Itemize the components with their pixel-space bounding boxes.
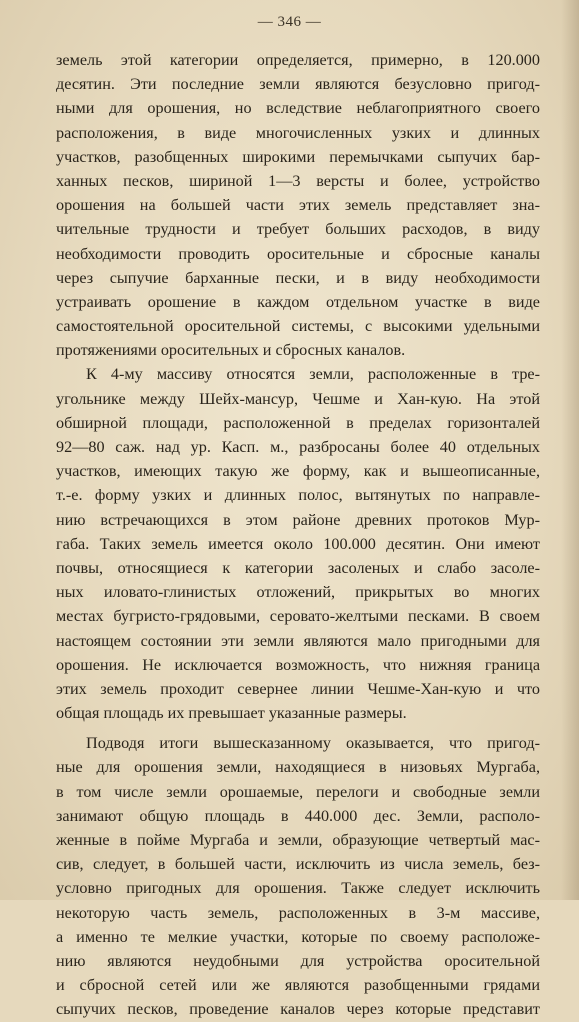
text-line: нию являются неудобными для устройства оросительной	[56, 951, 540, 970]
text-line: десятин. Эти последние земли являются безусловно пригод-	[56, 75, 540, 94]
body-text	[56, 48, 540, 1022]
text-line: протяжениями оросительных и сбросных каналов.	[56, 341, 406, 360]
text-line: т.-е. форму узких и длинных полос, вытянутых по направле-	[56, 486, 540, 505]
text-line: занимают общую площадь в 440.000 дес. Земли, располо-	[56, 806, 540, 825]
text-line: расположения, в виде многочисленных узких и длинных	[56, 123, 540, 142]
text-line: самостоятельной оросительной системы, с высокими удельными	[56, 317, 540, 336]
text-line: К 4-му массиву относятся земли, расположенные в тре-	[86, 365, 540, 384]
text-line: через сыпучие барханные пески, и в виду необходимости	[56, 268, 540, 287]
text-line: некоторую часть земель, расположенных в 3-м массиве,	[56, 903, 540, 922]
text-line: земель этой категории определяется, примерно, в 120.000	[56, 51, 540, 69]
text-line: габа. Таких земель имеется около 100.000 десятин. Они имеют	[56, 534, 540, 553]
text-line: устраивать орошение в каждом отдельном участке в виде	[56, 292, 540, 311]
text-line: женные в пойме Мургаба и земли, образующие четвертый мас-	[56, 831, 540, 849]
text-line: орошения. Не исключается возможность, что нижняя граница	[56, 655, 540, 674]
text-line: ханных песков, шириной 1—3 версты и более, устройство	[56, 171, 540, 190]
text-line: орошения на большей части этих земель представляет зна-	[56, 196, 540, 215]
text-line: в том числе земли орошаемые, перелоги и свободные земли	[56, 782, 540, 801]
paragraph	[56, 362, 540, 725]
text-line: ных иловато-глинистых отложений, прикрытых во многих	[56, 583, 540, 602]
text-line: угольнике между Шейх-мансур, Чешме и Хан-кую. На этой	[56, 389, 540, 408]
text-line: сыпучих песков, проведение каналов через которые представит	[56, 1000, 540, 1019]
text-line: настоящем состоянии эти земли являются мало пригодными для	[56, 631, 540, 650]
text-line: местах бугристо-грядовыми, серовато-желтыми песками. В своем	[56, 607, 540, 626]
text-line: почвы, относящиеся к категории засоленых и слабо засоле-	[56, 558, 540, 577]
page-number: — 346 —	[257, 14, 322, 30]
text-line: нию встречающихся в этом районе древних протоков Мур-	[56, 510, 540, 529]
text-line: условно пригодных для орошения. Также следует исключить	[56, 879, 540, 898]
text-line: чительные трудности и требует больших расходов, в виду	[56, 220, 540, 239]
text-line: общая площадь их превышает указанные размеры.	[56, 704, 407, 723]
text-line: этих земель проходит севернее линии Чешме-Хан-кую и что	[56, 679, 540, 698]
text-line: обширной площади, расположенной в пределах горизонталей	[56, 413, 540, 432]
paragraph	[56, 48, 540, 362]
text-line: необходимости проводить оросительные и сбросные каналы	[56, 244, 540, 263]
paragraph	[56, 731, 540, 1021]
text-line: Подводя итоги вышесказанному оказывается, что пригод-	[86, 734, 540, 753]
text-line: ными для орошения, но вследствие неблагоприятного своего	[56, 99, 540, 118]
text-line: и сбросной сетей или же являются разобщенными грядами	[56, 976, 540, 995]
text-line: а именно те мелкие участки, которые по своему расположе-	[56, 927, 540, 946]
text-line: участков, разобщенных широкими перемычками сыпучих бар-	[56, 147, 540, 166]
text-line: ные для орошения земли, находящиеся в низовьях Мургаба,	[56, 758, 540, 777]
text-line: 92—80 саж. над ур. Касп. м., разбросаны более 40 отдельных	[56, 438, 540, 456]
text-line: участков, имеющих такую же форму, как и вышеописанные,	[56, 462, 540, 481]
text-line: сив, следует, в большей части, исключить из числа земель, без-	[56, 855, 540, 874]
